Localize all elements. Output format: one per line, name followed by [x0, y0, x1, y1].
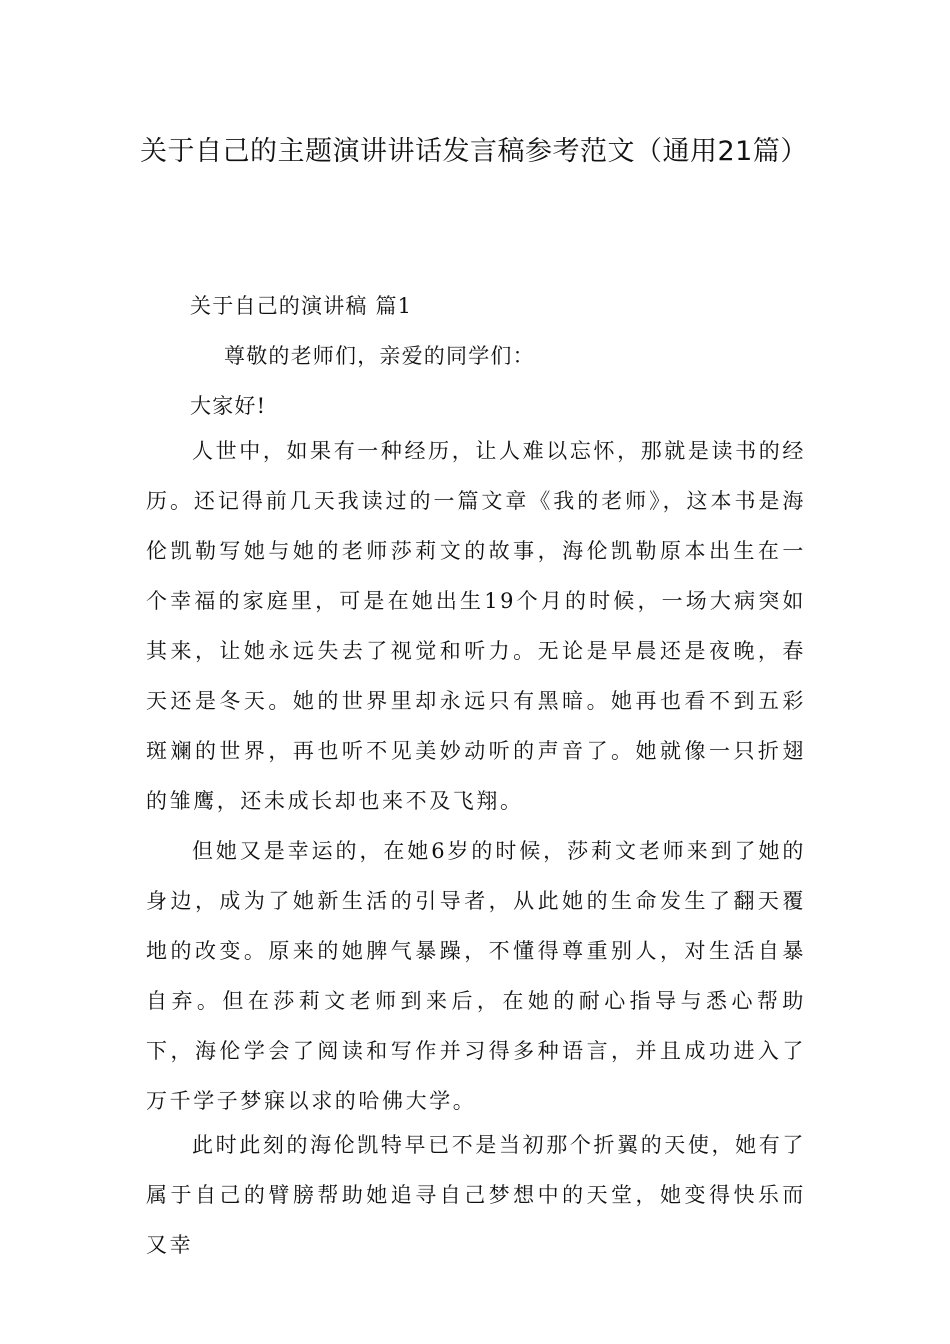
paragraph-1: 人世中，如果有一种经历，让人难以忘怀，那就是读书的经历。还记得前几天我读过的一篇文章《我的老师》，这本书是海伦凯勒写她与她的老师莎莉文的故事，海伦凯勒原本出生在一个幸福的家庭里，可是在她出生19个月的时候，一场大病突如其来，让她永远失去了视觉和听力。无论是早晨还是夜晚，春天还是冬天。她的世界里却永远只有黑暗。她再也看不到五彩斑斓的世界，再也听不见美妙动听的声音了。她就像一只折翅的雏鹰，还未成长却也来不及飞翔。	[146, 439, 806, 813]
section-heading: 关于自己的演讲稿 篇1	[190, 294, 413, 318]
greeting: 大家好!	[190, 394, 267, 418]
paragraph-3: 此时此刻的海伦凯特早已不是当初那个折翼的天使，她有了属于自己的臂膀帮助她追寻自己梦想中的天堂，她变得快乐而又幸	[146, 1133, 806, 1257]
paragraph-2: 但她又是幸运的，在她6岁的时候，莎莉文老师来到了她的身边，成为了她新生活的引导者，从此她的生命发生了翻天覆地的改变。原来的她脾气暴躁，不懂得尊重别人，对生活自暴自弃。但在莎莉文老师到来后，在她的耐心指导与悉心帮助下，海伦学会了阅读和写作并习得多种语言，并且成功进入了万千学子梦寐以求的哈佛大学。	[146, 839, 806, 1113]
salutation: 尊敬的老师们，亲爱的同学们：	[224, 344, 535, 368]
document-title: 关于自己的主题演讲讲话发言稿参考范文（通用21篇）	[140, 136, 808, 167]
